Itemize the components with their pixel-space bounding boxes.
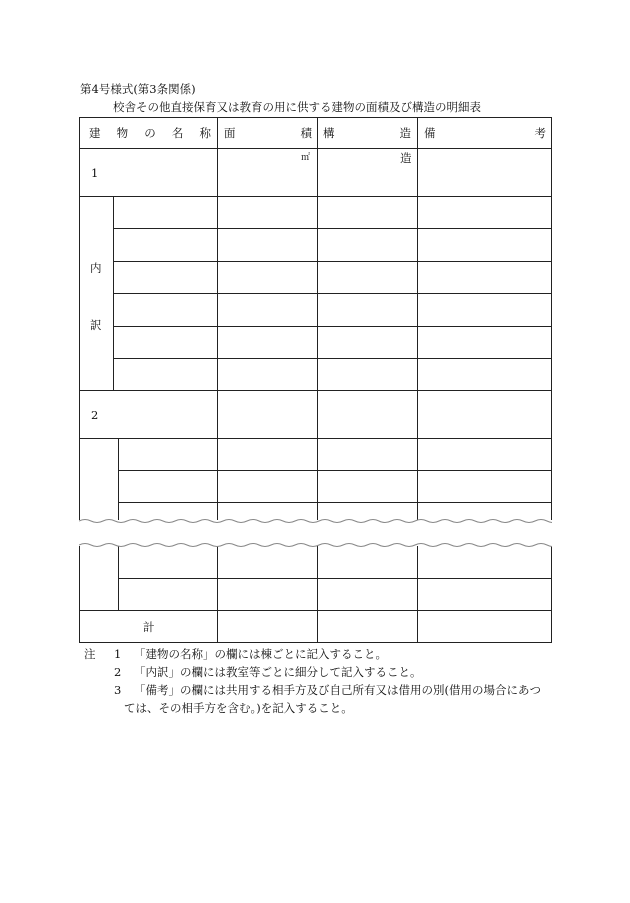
note-3-num: 3: [114, 683, 122, 697]
header-char: 物: [116, 126, 129, 140]
note-3-text: 「備考」の欄には共用する相手方及び自己所有又は借用の別(借用の場合にあつ: [134, 683, 541, 697]
form-label: 第4号様式(第3条関係): [80, 82, 196, 96]
omission-break: [79, 514, 552, 550]
note-2-num: 2: [114, 665, 122, 679]
header-char: 造: [399, 126, 411, 140]
breakdown-char-2: 訳: [90, 318, 102, 332]
header-char: 称: [199, 126, 211, 140]
header-char: 備: [424, 126, 436, 140]
header-char: 建: [89, 126, 101, 140]
header-char: 構: [323, 126, 335, 140]
notes-prefix: 注: [84, 647, 96, 661]
row-1-label: 1: [91, 166, 99, 180]
header-area: [224, 126, 312, 140]
breakdown-char-1: 内: [90, 261, 102, 275]
note-1-num: 1: [114, 647, 122, 661]
header-remarks: [424, 126, 546, 140]
header-char: の: [144, 126, 156, 140]
header-building-name: [89, 126, 211, 140]
header-char: 名: [171, 126, 184, 140]
note-1-text: 「建物の名称」の欄には棟ごとに記入すること。: [134, 647, 387, 661]
note-2-text: 「内訳」の欄には教室等ごとに細分して記入すること。: [134, 665, 422, 679]
structure-suffix: 造: [400, 151, 412, 165]
note-3-continuation: ては、その相手方を含む。)を記入すること。: [124, 701, 353, 715]
page-title: 校舎その他直接保育又は教育の用に供する建物の面積及び構造の明細表: [113, 100, 481, 114]
total-label: 計: [143, 620, 155, 634]
header-char: 積: [300, 126, 312, 140]
header-char: 面: [224, 126, 236, 140]
area-unit: ㎡: [301, 153, 311, 163]
row-2-label: 2: [91, 408, 99, 422]
header-char: 考: [534, 126, 546, 140]
header-structure: [323, 126, 411, 140]
